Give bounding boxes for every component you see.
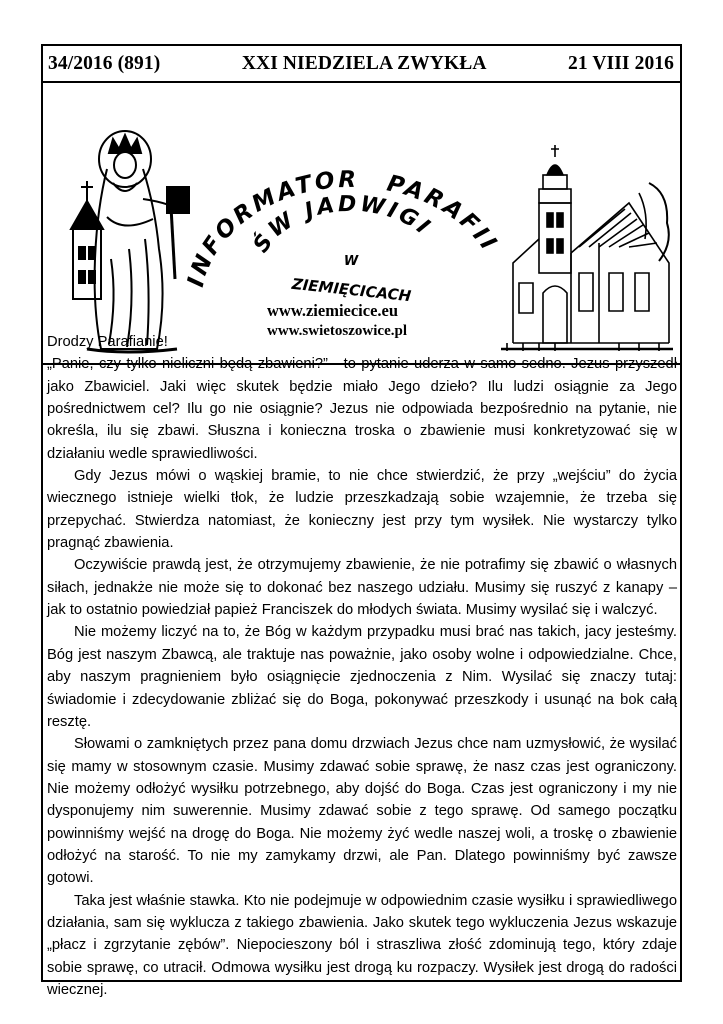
church-illustration	[499, 143, 675, 353]
website-ziemiecice[interactable]: www.ziemiecice.eu	[267, 301, 399, 320]
paragraph: Oczywiście prawdą jest, że otrzymujemy zbawienie, że nie potrafimy się zbawić o własnych siłach, jednakże nie może się to dokonać bez naszego udziału. Musimy się ruszyć z kanapy – jak to ostatnio powiedział papież Franciszek do młodych świata. Musimy wysilać się i walczyć.	[47, 557, 677, 619]
svg-text:INFORMATOR PARAFII	[183, 167, 503, 290]
website-swietoszowice[interactable]: www.swietoszowice.pl	[267, 323, 407, 339]
title-word-ziemiecicach: ZIEMIĘCICACH	[291, 274, 413, 305]
bulletin-frame	[41, 44, 682, 998]
salutation: Drodzy Parafianie!	[47, 334, 168, 350]
sunday-title: XXI NIEDZIELA ZWYKŁA	[241, 52, 487, 74]
title-word-jadwigi: ŚW JADWIGI	[248, 191, 437, 258]
paragraph: Słowami o zamkniętych przez pana domu drzwiach Jezus chce nam uzmysłowić, że wysilać się mamy w stosownym czasie. Musimy zdawać sobie sprawę, że nasz czas jest ograniczony. Nie możemy odłożyć wysiłku potrzebnego, aby dojść do Boga. Czas jest ograniczony i my nie dysponujemy nim suwerennie. Musimy zdawać sobie z tego sprawę. Od samego początku powinniśmy wejść na drogę do Boga. Nie możemy żyć wedle naszej woli, a troskę o zbawienie odłożyć na starość. To nie my zamykamy drzwi, ale Pan. Dlatego powinniśmy być zawsze gotowi.	[47, 736, 677, 887]
paragraph: Taka jest właśnie stawka. Kto nie podejmuje w odpowiednim czasie wysiłku i sprawiedliwego działania, sam się wyklucza z takiego zbawienia. Jako skutek tego wykluczenia Jezus wskazuje „płacz i zgrzytanie zębów”. Niepocieszony ból i straszliwa złość zdominują tego, który zdaje sobie sprawę, co utracił. Odmowa wysiłku jest drogą ku rozpaczy. Wysiłek jest drogą do radości wiecznej.	[47, 892, 677, 998]
title-word-w: W	[343, 254, 359, 269]
pastoral-letter	[47, 331, 677, 1001]
parish-title-logo	[171, 155, 511, 305]
issue-date: 21 VIII 2016	[568, 52, 674, 74]
title-word-parafii: PARAFII	[384, 170, 503, 257]
paragraph: Gdy Jezus mówi o wąskiej bramie, to nie chce stwierdzić, że przy „wejściu” do życia wiecznego istnieje wielki tłok, że ludzie przeszkadzają sobie wzajemnie, że trzeba się przepychać. Stwierdza natomiast, że konieczny jest przy tym wysiłek. Nie wystarczy tylko pragnąć zbawienia.	[47, 468, 677, 552]
paragraph: Nie możemy liczyć na to, że Bóg w każdym przypadku musi brać nas takich, jacy jesteśmy. Bóg jest naszym Zbawcą, ale traktuje nas poważnie, jako osoby wolne i odpowiedzialne. Chce, aby naszym pragnieniem było osiągnięcie zjednoczenia z Nim. Wysilać się znaczy tutaj: świadomie i zdecydowanie zbliżać się do Boga, pokonywać przeszkody i usunąć na bok całą resztę.	[47, 624, 677, 730]
issue-header	[43, 46, 680, 83]
paragraph: „Panie, czy tylko nieliczni będą zbawieni?” - to pytanie uderza w samo sedno. Jezus przyszedł jako Zbawiciel. Jaki więc skutek będzie miało Jego dzieło? Ilu ludzi osiągnie za Jego pośrednictwem cel? Ilu go nie osiągnie? Jezus nie odpowiada bezpośrednio na pytanie, nie określa, ilu się zbawi. Słuszna i konieczna troska o zbawienie musi konkretyzować się w działaniu wedle sprawiedliwości.	[47, 356, 677, 462]
title-word-informator: INFORMATOR	[182, 166, 360, 290]
masthead	[43, 83, 680, 365]
issue-number: 34/2016 (891)	[48, 52, 161, 74]
